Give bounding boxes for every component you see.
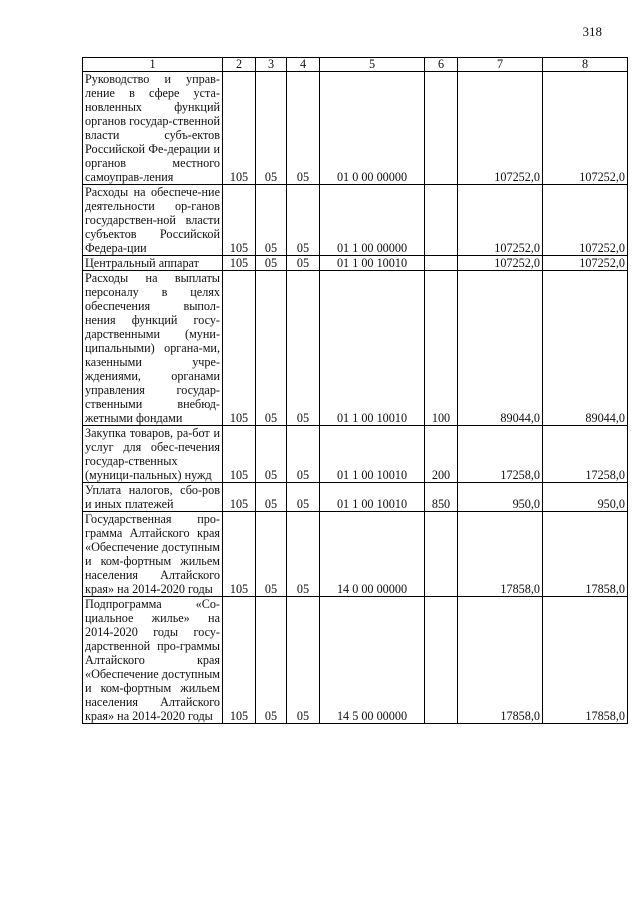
subsection-code-cell: 05 xyxy=(287,597,320,724)
amount-cell: 950,0 xyxy=(458,483,543,512)
subsection-code-cell: 05 xyxy=(287,512,320,597)
column-header: 6 xyxy=(425,58,458,72)
amount-cell: 17258,0 xyxy=(458,426,543,483)
expense-type-code-cell xyxy=(425,185,458,256)
subsection-code-cell: 05 xyxy=(287,256,320,271)
section-code-cell: 05 xyxy=(256,426,287,483)
expense-type-code-cell xyxy=(425,597,458,724)
page-number: 318 xyxy=(582,24,602,39)
ministry-code-cell: 105 xyxy=(223,72,256,185)
expense-name-cell: Подпрограмма «Со-циальное жилье» на 2014-2020 годы госу-дарственной про-граммы Алтайского края «Обеспечение доступным и ком-фортным жильем населения Алтайского края» на 2014-2020 годы xyxy=(83,597,223,724)
section-code-cell: 05 xyxy=(256,256,287,271)
target-item-code-cell: 01 1 00 10010 xyxy=(320,256,425,271)
amount-cell: 17858,0 xyxy=(543,597,628,724)
subsection-code-cell: 05 xyxy=(287,483,320,512)
expense-type-code-cell: 850 xyxy=(425,483,458,512)
amount-cell: 107252,0 xyxy=(543,185,628,256)
section-code-cell: 05 xyxy=(256,483,287,512)
table-row xyxy=(83,256,628,271)
target-item-code-cell: 01 1 00 00000 xyxy=(320,185,425,256)
ministry-code-cell: 105 xyxy=(223,185,256,256)
expense-name-cell: Уплата налогов, сбо-ров и иных платежей xyxy=(83,483,223,512)
section-code-cell: 05 xyxy=(256,185,287,256)
amount-cell: 17858,0 xyxy=(543,512,628,597)
amount-cell: 89044,0 xyxy=(543,271,628,426)
amount-cell: 950,0 xyxy=(543,483,628,512)
expense-name-cell: Центральный аппарат xyxy=(83,256,223,271)
ministry-code-cell: 105 xyxy=(223,271,256,426)
column-header: 1 xyxy=(83,58,223,72)
section-code-cell: 05 xyxy=(256,72,287,185)
amount-cell: 17858,0 xyxy=(458,512,543,597)
ministry-code-cell: 105 xyxy=(223,483,256,512)
column-header: 3 xyxy=(256,58,287,72)
column-header: 2 xyxy=(223,58,256,72)
table-row xyxy=(83,271,628,426)
column-header: 5 xyxy=(320,58,425,72)
section-code-cell: 05 xyxy=(256,597,287,724)
expense-name-cell: Расходы на обеспече-ние деятельности ор-ганов государствен-ной власти субъектов Российской Федера-ции xyxy=(83,185,223,256)
target-item-code-cell: 01 0 00 00000 xyxy=(320,72,425,185)
table-row xyxy=(83,597,628,724)
table-header-row xyxy=(83,58,628,72)
target-item-code-cell: 14 0 00 00000 xyxy=(320,512,425,597)
amount-cell: 107252,0 xyxy=(458,256,543,271)
table-row xyxy=(83,483,628,512)
expense-type-code-cell: 200 xyxy=(425,426,458,483)
target-item-code-cell: 14 5 00 00000 xyxy=(320,597,425,724)
expense-name-cell: Государственная про-грамма Алтайского края «Обеспечение доступным и ком-фортным жильем населения Алтайского края» на 2014-2020 годы xyxy=(83,512,223,597)
expense-type-code-cell xyxy=(425,72,458,185)
column-header: 4 xyxy=(287,58,320,72)
column-header: 7 xyxy=(458,58,543,72)
expense-name-cell: Расходы на выплаты персоналу в целях обеспечения выпол-нения функций госу-дарственными (муни-ципальными) органа-ми, казенными учре-ждениями, органами управления государ-ственными внебюд-жетными фондами xyxy=(83,271,223,426)
expense-name-cell: Руководство и управ-ление в сфере уста-новленных функций органов государ-ственной власти субъ-ектов Российской Фе-дерации и органов местного самоуправ-ления xyxy=(83,72,223,185)
subsection-code-cell: 05 xyxy=(287,271,320,426)
ministry-code-cell: 105 xyxy=(223,597,256,724)
amount-cell: 107252,0 xyxy=(458,72,543,185)
amount-cell: 107252,0 xyxy=(543,72,628,185)
section-code-cell: 05 xyxy=(256,512,287,597)
subsection-code-cell: 05 xyxy=(287,426,320,483)
expense-type-code-cell: 100 xyxy=(425,271,458,426)
table-row xyxy=(83,426,628,483)
budget-table xyxy=(82,57,628,724)
ministry-code-cell: 105 xyxy=(223,256,256,271)
amount-cell: 89044,0 xyxy=(458,271,543,426)
table-row xyxy=(83,185,628,256)
table-row xyxy=(83,72,628,185)
expense-name-cell: Закупка товаров, ра-бот и услуг для обес-печения государ-ственных (муници-пальных) нужд xyxy=(83,426,223,483)
subsection-code-cell: 05 xyxy=(287,72,320,185)
expense-type-code-cell xyxy=(425,512,458,597)
target-item-code-cell: 01 1 00 10010 xyxy=(320,483,425,512)
ministry-code-cell: 105 xyxy=(223,512,256,597)
table-row xyxy=(83,512,628,597)
column-header: 8 xyxy=(543,58,628,72)
target-item-code-cell: 01 1 00 10010 xyxy=(320,426,425,483)
expense-type-code-cell xyxy=(425,256,458,271)
section-code-cell: 05 xyxy=(256,271,287,426)
target-item-code-cell: 01 1 00 10010 xyxy=(320,271,425,426)
ministry-code-cell: 105 xyxy=(223,426,256,483)
amount-cell: 17858,0 xyxy=(458,597,543,724)
subsection-code-cell: 05 xyxy=(287,185,320,256)
amount-cell: 17258,0 xyxy=(543,426,628,483)
amount-cell: 107252,0 xyxy=(458,185,543,256)
amount-cell: 107252,0 xyxy=(543,256,628,271)
